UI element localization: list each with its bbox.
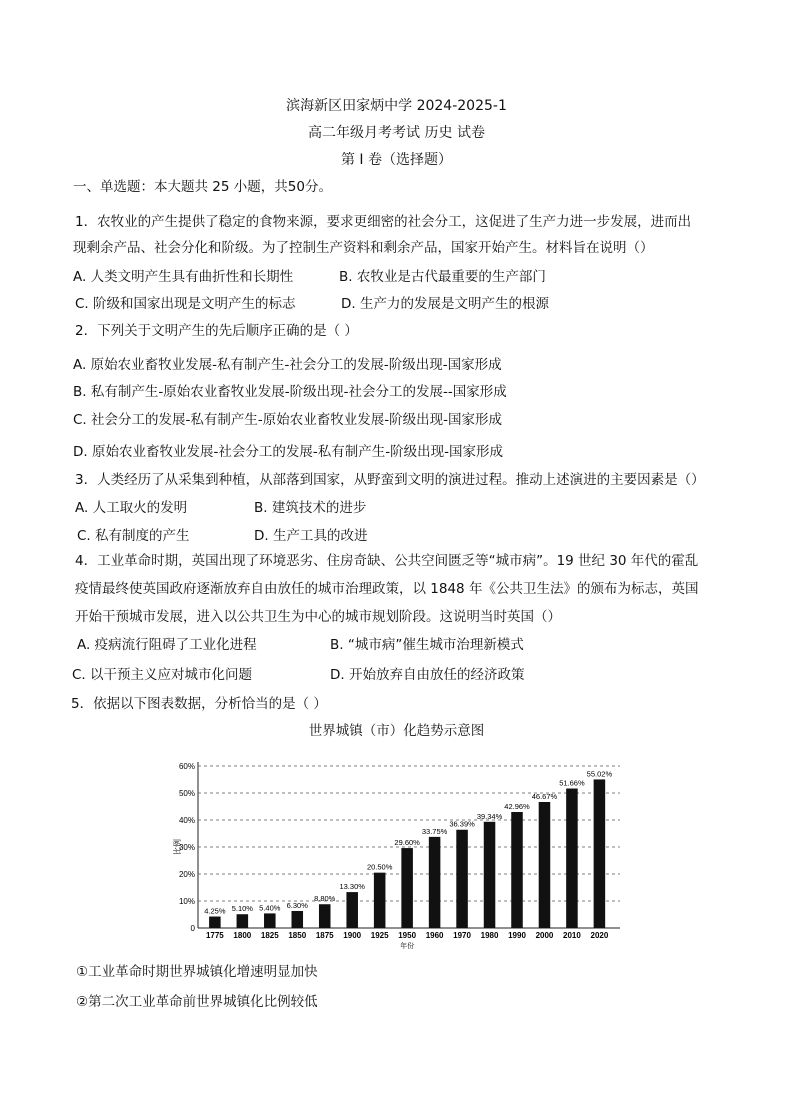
bar-value-label: 42.96%	[504, 802, 530, 812]
x-tick-label: 1925	[370, 931, 389, 940]
bar-value-label: 46.67%	[531, 791, 558, 801]
y-tick-label: 40%	[178, 816, 195, 825]
x-tick-label: 1825	[260, 931, 279, 940]
q2-option-d: D. 原始农业畜牧业发展-社会分工的发展-私有制产生-阶级出现-国家形成	[73, 444, 503, 460]
x-tick-label: 2020	[590, 931, 609, 940]
x-tick-label: 2010	[563, 931, 581, 940]
bar	[346, 892, 358, 928]
bar-value-label: 36.39%	[449, 819, 475, 829]
q3-option-b: B. 建筑技术的进步	[254, 500, 367, 516]
bar	[539, 802, 551, 928]
x-tick-label: 1800	[233, 931, 252, 940]
bar	[401, 848, 413, 928]
section-heading: 一、单选题：本大题共 25 小题，共50分。	[73, 179, 332, 195]
q5-option-2: ②第二次工业革命前世界城镇化比例较低	[76, 994, 318, 1010]
q1-option-c: C. 阶级和国家出现是文明产生的标志	[75, 296, 296, 312]
bar	[566, 789, 578, 928]
x-tick-label: 1950	[398, 931, 417, 940]
q2-option-b: B. 私有制产生-原始农业畜牧业发展-阶级出现-社会分工的发展--国家形成	[73, 384, 507, 400]
q1-option-b: B. 农牧业是古代最重要的生产部门	[339, 269, 546, 285]
q2-option-a: A. 原始农业畜牧业发展-私有制产生-社会分工的发展-阶级出现-国家形成	[73, 357, 502, 373]
bar-value-label: 55.02%	[586, 769, 613, 779]
q1-option-d: D. 生产力的发展是文明产生的根源	[341, 296, 549, 312]
bar	[511, 812, 523, 928]
exam-title: 高二年级月考考试 历史 试卷	[308, 125, 485, 141]
bar-value-label: 5.40%	[259, 903, 281, 913]
bar	[319, 904, 331, 928]
bar-value-label: 5.10%	[231, 904, 253, 914]
q4-option-b: B. “城市病”催生城市治理新模式	[330, 637, 524, 653]
q3-option-c: C. 私有制度的产生	[77, 528, 190, 544]
bar-value-label: 13.30%	[339, 882, 365, 892]
q2-option-c: C. 社会分工的发展-私有制产生-原始农业畜牧业发展-阶级出现-国家形成	[73, 412, 502, 428]
bar-value-label: 51.66%	[559, 778, 585, 788]
q5-option-1: ①工业革命时期世界城镇化增速明显加快	[76, 964, 318, 980]
bar	[484, 822, 496, 928]
q4-stem-line3: 开始干预城市发展，进入以公共卫生为中心的城市规划阶段。这说明当时英国（）	[75, 609, 561, 625]
school-title: 滨海新区田家炳中学 2024-2025-1	[286, 98, 507, 114]
q1-stem-line2: 现剩余产品、社会分化和阶级。为了控制生产资料和剩余产品，国家开始产生。材料旨在说明（）	[73, 240, 654, 256]
bar-value-label: 8.80%	[314, 894, 336, 904]
x-tick-label: 1990	[508, 931, 526, 940]
q3-stem: 3．人类经历了从采集到种植，从部落到国家，从野蛮到文明的演进过程。推动上述演进的主要因素是（）	[75, 472, 705, 488]
q1-stem-line1: 1．农牧业的产生提供了稳定的食物来源，要求更细密的社会分工，这促进了生产力进一步发展，进而出	[75, 214, 692, 230]
x-tick-label: 2000	[535, 931, 554, 940]
y-tick-label: 0	[190, 924, 195, 933]
bar	[429, 837, 441, 928]
x-tick-label: 1900	[343, 931, 362, 940]
x-tick-label: 1875	[315, 931, 334, 940]
urbanization-bar-chart	[168, 758, 628, 953]
chart-title: 世界城镇（市）化趋势示意图	[308, 723, 485, 739]
q4-stem-line2: 疫情最终使英国政府逐渐放弃自由放任的城市治理政策，以 1848 年《公共卫生法》的颁布为标志，英国	[75, 581, 699, 597]
bar-value-label: 39.34%	[476, 811, 503, 821]
bar	[264, 913, 276, 928]
q2-stem: 2．下列关于文明产生的先后顺序正确的是（ ）	[75, 323, 358, 339]
x-tick-label: 1980	[480, 931, 499, 940]
bar	[237, 914, 249, 928]
bar-value-label: 6.30%	[286, 900, 308, 910]
y-tick-label: 50%	[178, 789, 195, 798]
bar	[291, 911, 303, 928]
bar	[374, 873, 386, 928]
q5-stem: 5．依据以下图表数据，分析恰当的是（ ）	[71, 696, 327, 712]
y-tick-label: 30%	[178, 843, 195, 852]
bar	[209, 917, 221, 928]
y-tick-label: 60%	[178, 762, 195, 771]
x-tick-label: 1850	[288, 931, 307, 940]
q4-option-d: D. 开始放弃自由放任的经济政策	[330, 667, 525, 683]
q3-option-a: A. 人工取火的发明	[75, 500, 188, 516]
q1-option-a: A. 人类文明产生具有曲折性和长期性	[73, 269, 294, 285]
bar-value-label: 29.60%	[394, 838, 420, 848]
q4-stem-line1: 4．工业革命时期，英国出现了环境恶劣、住房奇缺、公共空间匮乏等“城市病”。19 世纪 30 年代的霍乱	[75, 553, 699, 569]
x-axis-label: 年份	[400, 943, 415, 950]
bar	[594, 779, 606, 928]
q3-option-d: D. 生产工具的改进	[254, 528, 368, 544]
x-tick-label: 1970	[453, 931, 471, 940]
bar-value-label: 20.50%	[366, 862, 393, 872]
bar	[456, 830, 468, 928]
volume-title: 第 I 卷（选择题）	[340, 152, 453, 168]
x-tick-label: 1960	[425, 931, 444, 940]
bar-value-label: 4.25%	[204, 906, 226, 916]
y-axis-label: 比例	[173, 839, 182, 855]
y-tick-label: 10%	[178, 897, 195, 906]
bar-value-label: 33.75%	[421, 826, 448, 836]
q4-option-a: A. 疫病流行阻碍了工业化进程	[77, 637, 257, 653]
y-tick-label: 20%	[178, 870, 195, 879]
q4-option-c: C. 以干预主义应对城市化问题	[72, 667, 253, 683]
x-tick-label: 1775	[205, 931, 224, 940]
